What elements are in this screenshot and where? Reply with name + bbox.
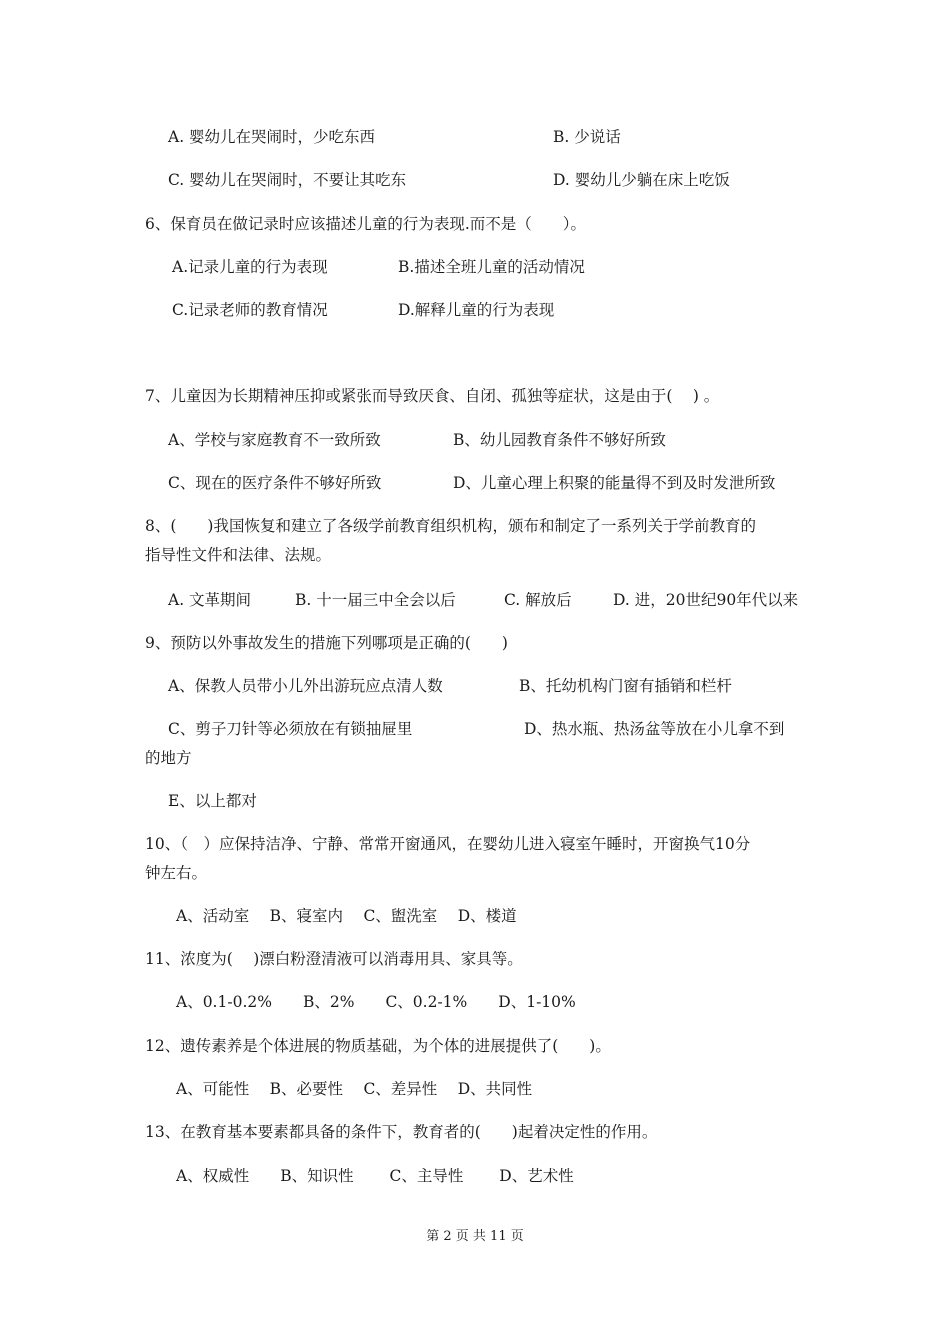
q12-options: A、可能性 B、必要性 C、差异性 D、共同性 bbox=[176, 1080, 533, 1098]
q8-option-c: C. 解放后 bbox=[504, 591, 572, 609]
q12-stem: 12、遗传素养是个体进展的物质基础，为个体的进展提供了( )。 bbox=[145, 1037, 611, 1055]
q8-stem-line1: 8、( )我国恢复和建立了各级学前教育组织机构，颁布和制定了一系列关于学前教育的 bbox=[145, 517, 756, 535]
q10-options: A、活动室 B、寝室内 C、盥洗室 D、楼道 bbox=[176, 907, 517, 925]
q6-stem: 6、保育员在做记录时应该描述儿童的行为表现.而不是（ ）。 bbox=[145, 215, 587, 233]
q6-option-a: A.记录儿童的行为表现 bbox=[172, 258, 328, 276]
q5-option-b: B. 少说话 bbox=[553, 128, 621, 146]
q10-stem-line1: 10、（ ）应保持洁净、宁静、常常开窗通风，在婴幼儿进入寝室午睡时，开窗换气10分 bbox=[145, 835, 751, 853]
q6-option-b: B.描述全班儿童的活动情况 bbox=[398, 258, 585, 276]
q7-stem: 7、儿童因为长期精神压抑或紧张而导致厌食、自闭、孤独等症状，这是由于( ) 。 bbox=[145, 387, 720, 405]
q7-option-c: C、现在的医疗条件不够好所致 bbox=[168, 474, 382, 492]
q7-option-a: A、学校与家庭教育不一致所致 bbox=[168, 431, 381, 449]
q6-option-d: D.解释儿童的行为表现 bbox=[398, 301, 555, 319]
q9-option-d-line1: D、热水瓶、热汤盆等放在小儿拿不到 bbox=[524, 720, 785, 738]
q9-stem: 9、预防以外事故发生的措施下列哪项是正确的( ) bbox=[145, 634, 508, 652]
q9-option-c: C、剪子刀针等必须放在有锁抽屉里 bbox=[168, 720, 413, 738]
q6-option-c: C.记录老师的教育情况 bbox=[172, 301, 328, 319]
q9-option-d-line2: 的地方 bbox=[145, 749, 192, 767]
q5-option-a: A. 婴幼儿在哭闹时，少吃东西 bbox=[168, 128, 376, 146]
q8-option-a: A. 文革期间 bbox=[168, 591, 252, 609]
page-footer: 第 2 页 共 11 页 bbox=[426, 1229, 524, 1244]
q13-stem: 13、在教育基本要素都具备的条件下，教育者的( )起着决定性的作用。 bbox=[145, 1123, 658, 1141]
q8-option-d: D. 进，20世纪90年代以来 bbox=[613, 591, 799, 609]
q11-options: A、0.1-0.2% B、2% C、0.2-1% D、1-10% bbox=[176, 993, 576, 1011]
q10-stem-line2: 钟左右。 bbox=[145, 864, 208, 882]
q8-stem-line2: 指导性文件和法律、法规。 bbox=[145, 546, 332, 564]
q9-option-e: E、以上都对 bbox=[168, 792, 257, 810]
q5-option-d: D. 婴幼儿少躺在床上吃饭 bbox=[553, 171, 730, 189]
q7-option-b: B、幼儿园教育条件不够好所致 bbox=[453, 431, 666, 449]
q8-option-b: B. 十一届三中全会以后 bbox=[295, 591, 456, 609]
q13-options: A、权威性 B、知识性 C、主导性 D、艺术性 bbox=[176, 1167, 574, 1185]
q9-option-b: B、托幼机构门窗有插销和栏杆 bbox=[519, 677, 732, 695]
q11-stem: 11、浓度为( )漂白粉澄清液可以消毒用具、家具等。 bbox=[145, 950, 523, 968]
q5-option-c: C. 婴幼儿在哭闹时，不要让其吃东 bbox=[168, 171, 407, 189]
q7-option-d: D、儿童心理上积聚的能量得不到及时发泄所致 bbox=[453, 474, 776, 492]
q9-option-a: A、保教人员带小儿外出游玩应点清人数 bbox=[168, 677, 443, 695]
